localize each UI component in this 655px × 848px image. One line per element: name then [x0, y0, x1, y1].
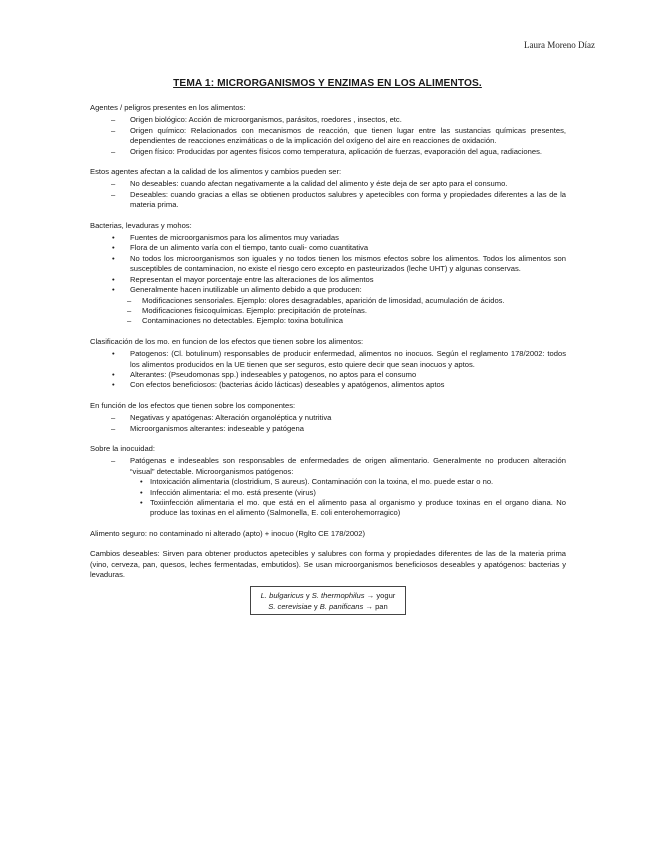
- list-item: • Infección alimentaria: el mo. está presente (virus): [90, 488, 566, 498]
- list-item: • Con efectos beneficiosos: (bacterias ácido lácticas) deseables y apatógenos, alimentos aptos: [90, 380, 566, 390]
- list-item: – Modificaciones fisicoquímicas. Ejemplo: precipitación de proteínas.: [90, 306, 566, 316]
- product-text: → pan: [363, 602, 388, 612]
- list-item: – No deseables: cuando afectan negativamente a la calidad del alimento y éste deja de ser apto para el consumo.: [90, 179, 566, 189]
- species-name: B. panificans: [319, 602, 364, 612]
- dash-list: [90, 115, 566, 157]
- list-item: • Generalmente hacen inutilizable un alimento debido a que producen:: [90, 285, 566, 295]
- section-clasificacion: [90, 337, 566, 391]
- section-cambios-deseables: [90, 549, 566, 615]
- section-alimento-seguro: [90, 529, 566, 539]
- dash-list: [90, 179, 566, 210]
- section-heading: Bacterias, levaduras y mohos:: [90, 220, 192, 230]
- section-heading: En función de los efectos que tienen sobre los componentes:: [90, 400, 296, 410]
- sub-bullet-list: [90, 477, 566, 519]
- list-item: – Origen físico: Producidas por agentes físicos como temperatura, aplicación de fuerzas, evaporación del agua, radiaciones.: [90, 147, 566, 157]
- connector-text: y: [303, 591, 312, 601]
- list-item: • Intoxicación alimentaria (clostridium, S aureus). Contaminación con la toxina, el mo. puede estar o no.: [90, 477, 566, 487]
- list-item: – Negativas y apatógenas: Alteración organoléptica y nutritiva: [90, 413, 566, 423]
- section-agentes: [90, 103, 566, 157]
- species-name: S. cerevisiae: [268, 602, 312, 612]
- connector-text: y: [311, 602, 320, 612]
- list-item: • Alterantes: (Pseudomonas spp.) indeseables y patogenos, no aptos para el consumo: [90, 370, 566, 380]
- product-text: → yogur: [364, 591, 396, 601]
- list-item: – Origen químico: Relacionados con mecanismos de reacción, que tienen lugar entre las sustancias químicas presentes, dependientes de reacciones enzimáticas o de la implicación del oxígeno del aire en reacciones de oxidación.: [90, 126, 566, 147]
- example-line-pan: [261, 601, 396, 612]
- document-body: [90, 103, 566, 615]
- list-item: • Representan el mayor porcentaje entre las alteraciones de los alimentos: [90, 275, 566, 285]
- list-item: • No todos los microorganismos son iguales y no todos tienen los mismos efectos sobre los alimentos. Todos los alimentos son susceptibles de contaminacion, no existe el riesgo cero excepto en pasteurizados (leche UHT) y algunas conservas.: [90, 254, 566, 275]
- dash-list: [90, 413, 566, 434]
- section-calidad: [90, 167, 566, 211]
- dash-list: [90, 456, 566, 477]
- list-item: – Modificaciones sensoriales. Ejemplo: olores desagradables, aparición de limosidad, acumulación de ácidos.: [90, 296, 566, 306]
- sub-dash-list: [90, 296, 566, 327]
- species-name: L. bulgaricus: [260, 591, 304, 601]
- paragraph: Cambios deseables: Sirven para obtener productos apetecibles y salubres con forma y propiedades diferentes de las de la materia prima (vino, cerveza, pan, quesos, leches fermentadas, embutidos). Se usan microorganismos beneficiosos deseables y apatógenos: bacterias y levaduras.: [90, 549, 566, 580]
- section-heading: Estos agentes afectan a la calidad de los alimentos y cambios pueden ser:: [90, 167, 342, 177]
- paragraph: Alimento seguro: no contaminado ni alterado (apto) + inocuo (Rglto CE 178/2002): [90, 528, 366, 538]
- list-item: – Deseables: cuando gracias a ellas se obtienen productos salubres y apetecibles con forma y propiedades diferentes a las de la materia prima.: [90, 190, 566, 211]
- section-heading: Agentes / peligros presentes en los alimentos:: [90, 103, 246, 112]
- species-name: S. thermophilus: [311, 591, 365, 601]
- example-line-yogur: [261, 590, 396, 601]
- list-item: • Patogenos: (Cl. botulinum) responsables de producir enfermedad, alimentos no inocuos. Según el reglamento 178/2002: todos los alimentos producidos en la UE tienen que ser seguros, esto quiere decir que sean inocuos y aptos.: [90, 349, 566, 370]
- examples-box-wrap: [90, 586, 566, 615]
- author-name: Laura Moreno Díaz: [524, 40, 595, 50]
- list-item: – Contaminaciones no detectables. Ejemplo: toxina botulínica: [90, 316, 566, 326]
- list-item: • Flora de un alimento varía con el tiempo, tanto cuali- como cuantitativa: [90, 243, 566, 253]
- examples-box: [250, 586, 407, 615]
- section-bacterias: [90, 221, 566, 327]
- page-title: TEMA 1: MICRORGANISMOS Y ENZIMAS EN LOS ALIMENTOS.: [173, 78, 482, 89]
- list-item: – Microorganismos alterantes: indeseable y patógena: [90, 424, 566, 434]
- list-item: • Toxiinfección alimentaria el mo. que está en el alimento pasa al organismo y produce toxinas en el organo diana. No produce las toxinas en el alimento (Salmonella, E. coli enterohemorragico): [90, 498, 566, 519]
- section-inocuidad: [90, 444, 566, 519]
- list-item: – Patógenas e indeseables son responsables de enfermedades de origen alimentario. Generalmente no producen alteración “visual” detectable. Microorganismos patógenos:: [90, 456, 566, 477]
- list-item: • Fuentes de microorganismos para los alimentos muy variadas: [90, 233, 566, 243]
- section-heading: Sobre la inocuidad:: [90, 443, 156, 453]
- bullet-list: [90, 233, 566, 295]
- bullet-list: [90, 349, 566, 391]
- section-heading: Clasificación de los mo. en funcion de los efectos que tienen sobre los alimentos:: [90, 336, 364, 346]
- list-item: – Origen biológico: Acción de microorganismos, parásitos, roedores , insectos, etc.: [90, 115, 566, 125]
- section-componentes: [90, 401, 566, 434]
